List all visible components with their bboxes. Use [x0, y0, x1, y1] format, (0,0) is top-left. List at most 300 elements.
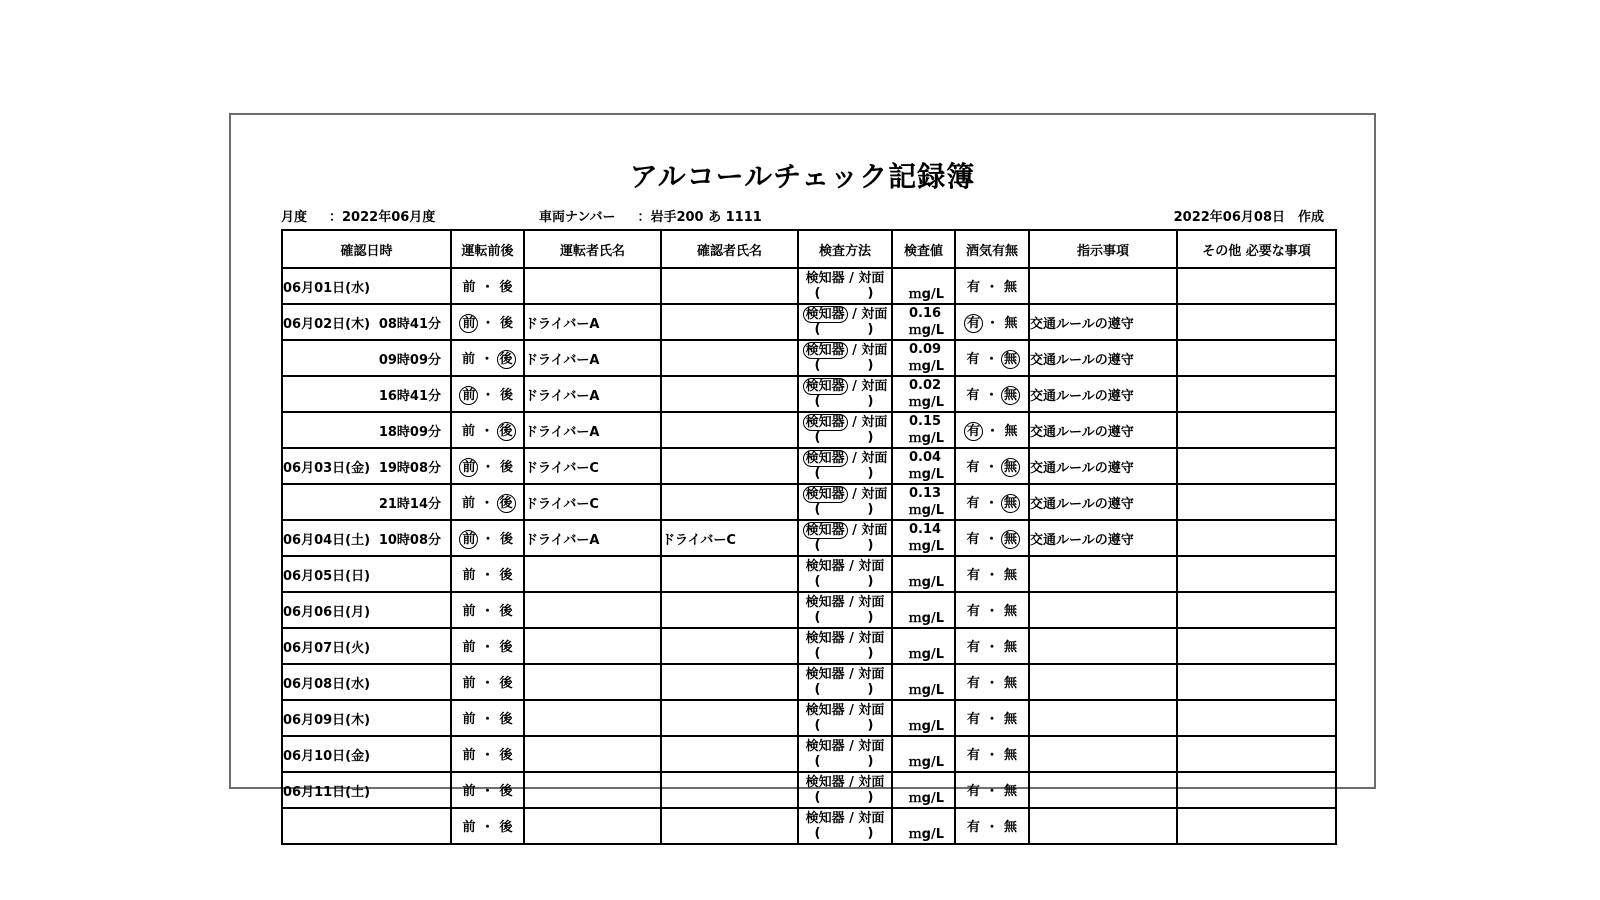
before-mark: 前 — [462, 279, 476, 295]
check-datetime-cell — [282, 772, 451, 808]
driver-name-cell — [524, 736, 661, 772]
check-value-cell — [892, 484, 955, 520]
other-notes-cell — [1177, 340, 1336, 376]
check-value-cell — [892, 268, 955, 304]
detector-option: 検知器 — [803, 522, 848, 539]
check-value-cell — [892, 520, 955, 556]
instruction-cell: 交通ルールの遵守 — [1029, 376, 1177, 412]
check-time: 18時09分 — [378, 424, 441, 440]
check-date: 06月04日(土) — [283, 532, 371, 548]
face-to-face-option: 対面 — [858, 703, 885, 718]
check-method-cell: 検知器 / 対面 ( ) — [798, 772, 892, 808]
alcohol-presence-cell: 有 ・ 無 — [955, 700, 1029, 736]
method-remark: ( ) — [814, 790, 876, 805]
check-method-cell: 検知器 / 対面 ( ) — [798, 664, 892, 700]
check-datetime-cell — [282, 412, 451, 448]
after-mark: 後 — [499, 639, 513, 655]
before-after-cell: 前 ・ 後 — [451, 484, 524, 520]
alcohol-yes-mark: 有 — [966, 639, 980, 655]
before-mark: 前 — [462, 639, 476, 655]
after-mark: 後 — [499, 315, 513, 331]
check-value-cell — [892, 808, 955, 844]
check-datetime-cell — [282, 700, 451, 736]
alcohol-no-mark: 無 — [1003, 639, 1017, 655]
face-to-face-option: 対面 — [861, 307, 888, 322]
before-after-cell: 前 ・ 後 — [451, 520, 524, 556]
driver-name-cell — [524, 808, 661, 844]
table-row — [282, 376, 1336, 412]
value-unit: ｍg/L — [908, 827, 944, 842]
detector-option: 検知器 — [803, 378, 848, 395]
other-notes-cell — [1177, 376, 1336, 412]
check-date: 06月06日(月) — [283, 604, 371, 620]
check-method-cell: 検知器 / 対面 ( ) — [798, 628, 892, 664]
check-value: 0.13 — [909, 486, 942, 501]
instruction-cell: 交通ルールの遵守 — [1029, 520, 1177, 556]
check-datetime-cell — [282, 736, 451, 772]
before-after-cell: 前 ・ 後 — [451, 772, 524, 808]
check-value: 0.15 — [909, 414, 942, 429]
table-row — [282, 268, 1336, 304]
after-mark: 後 — [499, 711, 513, 727]
alcohol-no-mark: 無 — [1001, 350, 1020, 369]
check-method-cell: 検知器 / 対面 ( ) — [798, 340, 892, 376]
before-mark: 前 — [461, 423, 475, 439]
instruction-cell — [1029, 592, 1177, 628]
check-method-cell: 検知器 / 対面 ( ) — [798, 556, 892, 592]
table-row — [282, 520, 1336, 556]
before-mark: 前 — [462, 711, 476, 727]
check-value-cell — [892, 448, 955, 484]
method-remark: ( ) — [814, 286, 876, 301]
check-value: 0.02 — [909, 378, 942, 393]
detector-option: 検知器 — [803, 306, 848, 323]
table-row — [282, 304, 1336, 340]
before-mark: 前 — [459, 530, 478, 549]
driver-name-cell — [524, 628, 661, 664]
alcohol-yes-mark: 有 — [966, 675, 980, 691]
check-date: 06月05日(日) — [283, 568, 371, 584]
value-unit: ｍg/L — [908, 503, 944, 518]
other-notes-cell — [1177, 628, 1336, 664]
method-remark: ( ) — [814, 610, 876, 625]
check-time: 16時41分 — [378, 388, 441, 404]
alcohol-presence-cell: 有 ・ 無 — [955, 556, 1029, 592]
method-remark: ( ) — [814, 574, 876, 589]
instruction-cell: 交通ルールの遵守 — [1029, 412, 1177, 448]
check-value: 0.14 — [909, 522, 942, 537]
check-time: 21時14分 — [378, 496, 441, 512]
before-after-cell: 前 ・ 後 — [451, 376, 524, 412]
table-row — [282, 808, 1336, 844]
instruction-cell — [1029, 700, 1177, 736]
after-mark: 後 — [499, 783, 513, 799]
confirmer-name-cell — [661, 448, 798, 484]
detector-option: 検知器 — [803, 450, 848, 467]
confirmer-name-cell — [661, 664, 798, 700]
driver-name-cell — [524, 268, 661, 304]
confirmer-name-cell — [661, 304, 798, 340]
alcohol-presence-cell: 有 ・ 無 — [955, 772, 1029, 808]
instruction-cell — [1029, 736, 1177, 772]
face-to-face-option: 対面 — [861, 487, 888, 502]
col-other-notes: その他 必要な事項 — [1177, 230, 1336, 268]
value-unit: ｍg/L — [908, 611, 944, 626]
check-datetime-cell — [282, 520, 451, 556]
alcohol-presence-cell: 有 ・ 無 — [955, 268, 1029, 304]
check-value: 0.04 — [909, 450, 942, 465]
other-notes-cell — [1177, 412, 1336, 448]
before-mark: 前 — [462, 675, 476, 691]
value-unit: ｍg/L — [908, 467, 944, 482]
check-method-cell: 検知器 / 対面 ( ) — [798, 376, 892, 412]
table-row — [282, 736, 1336, 772]
face-to-face-option: 対面 — [861, 379, 888, 394]
driver-name-cell — [524, 556, 661, 592]
instruction-cell: 交通ルールの遵守 — [1029, 304, 1177, 340]
value-unit: ｍg/L — [908, 539, 944, 554]
instruction-cell — [1029, 772, 1177, 808]
face-to-face-option: 対面 — [858, 559, 885, 574]
check-date: 06月11日(土) — [283, 784, 371, 800]
after-mark: 後 — [499, 531, 513, 547]
month-label: 月度 — [281, 210, 308, 225]
other-notes-cell — [1177, 700, 1336, 736]
check-datetime-cell — [282, 664, 451, 700]
confirmer-name-cell — [661, 592, 798, 628]
after-mark: 後 — [499, 675, 513, 691]
instruction-cell — [1029, 556, 1177, 592]
alcohol-no-mark: 無 — [1003, 603, 1017, 619]
confirmer-name-cell — [661, 412, 798, 448]
before-mark: 前 — [461, 495, 475, 511]
instruction-cell: 交通ルールの遵守 — [1029, 484, 1177, 520]
driver-name-cell: ドライバーA — [524, 340, 661, 376]
check-datetime-cell — [282, 808, 451, 844]
table-row — [282, 412, 1336, 448]
confirmer-name-cell — [661, 556, 798, 592]
instruction-cell — [1029, 268, 1177, 304]
before-mark: 前 — [462, 783, 476, 799]
driver-name-cell — [524, 664, 661, 700]
alcohol-yes-mark: 有 — [966, 567, 980, 583]
method-remark: ( ) — [814, 718, 876, 733]
confirmer-name-cell — [661, 736, 798, 772]
face-to-face-option: 対面 — [861, 451, 888, 466]
check-method-cell: 検知器 / 対面 ( ) — [798, 592, 892, 628]
driver-name-cell — [524, 772, 661, 808]
method-remark: ( ) — [814, 826, 876, 841]
table-header-row — [282, 230, 1336, 268]
detector-option: 検知器 — [805, 595, 845, 610]
vehicle-value: ：岩手200 あ 1111 — [637, 210, 762, 225]
col-check-datetime: 確認日時 — [282, 230, 451, 268]
value-unit: ｍg/L — [908, 575, 944, 590]
table-row — [282, 448, 1336, 484]
col-check-value: 検査値 — [892, 230, 955, 268]
driver-name-cell — [524, 700, 661, 736]
confirmer-name-cell — [661, 772, 798, 808]
face-to-face-option: 対面 — [858, 271, 885, 286]
method-remark: ( ) — [814, 358, 876, 373]
check-datetime-cell — [282, 484, 451, 520]
method-remark: ( ) — [814, 538, 876, 553]
check-time: 19時08分 — [378, 460, 441, 476]
table-row — [282, 628, 1336, 664]
before-mark: 前 — [462, 567, 476, 583]
alcohol-presence-cell: 有 ・ 無 — [955, 808, 1029, 844]
alcohol-presence-cell: 有 ・ 無 — [955, 448, 1029, 484]
after-mark: 後 — [499, 459, 513, 475]
face-to-face-option: 対面 — [858, 811, 885, 826]
other-notes-cell — [1177, 268, 1336, 304]
before-after-cell: 前 ・ 後 — [451, 268, 524, 304]
before-after-cell: 前 ・ 後 — [451, 736, 524, 772]
before-after-cell: 前 ・ 後 — [451, 412, 524, 448]
alcohol-no-mark: 無 — [1004, 315, 1018, 331]
check-method-cell: 検知器 / 対面 ( ) — [798, 484, 892, 520]
alcohol-no-mark: 無 — [1003, 711, 1017, 727]
alcohol-no-mark: 無 — [1003, 819, 1017, 835]
check-date: 06月07日(火) — [283, 640, 371, 656]
check-value-cell — [892, 556, 955, 592]
method-remark: ( ) — [814, 682, 876, 697]
face-to-face-option: 対面 — [861, 343, 888, 358]
confirmer-name-cell: ドライバーC — [661, 520, 798, 556]
method-remark: ( ) — [814, 466, 876, 481]
after-mark: 後 — [497, 350, 516, 369]
detector-option: 検知器 — [805, 703, 845, 718]
check-datetime-cell — [282, 340, 451, 376]
before-after-cell: 前 ・ 後 — [451, 448, 524, 484]
alcohol-presence-cell: 有 ・ 無 — [955, 304, 1029, 340]
confirmer-name-cell — [661, 376, 798, 412]
method-remark: ( ) — [814, 430, 876, 445]
detector-option: 検知器 — [805, 667, 845, 682]
driver-name-cell: ドライバーC — [524, 448, 661, 484]
alcohol-no-mark: 無 — [1001, 386, 1020, 405]
before-after-cell: 前 ・ 後 — [451, 808, 524, 844]
instruction-cell — [1029, 628, 1177, 664]
alcohol-yes-mark: 有 — [966, 819, 980, 835]
other-notes-cell — [1177, 772, 1336, 808]
alcohol-yes-mark: 有 — [966, 747, 980, 763]
check-date: 06月03日(金) — [283, 460, 371, 476]
check-method-cell: 検知器 / 対面 ( ) — [798, 808, 892, 844]
check-method-cell: 検知器 / 対面 ( ) — [798, 448, 892, 484]
alcohol-presence-cell: 有 ・ 無 — [955, 664, 1029, 700]
month-value: ：2022年06月度 — [329, 210, 436, 225]
before-after-cell: 前 ・ 後 — [451, 340, 524, 376]
before-mark: 前 — [459, 386, 478, 405]
alcohol-check-table — [281, 229, 1337, 845]
alcohol-presence-cell: 有 ・ 無 — [955, 412, 1029, 448]
detector-option: 検知器 — [805, 775, 845, 790]
before-after-cell: 前 ・ 後 — [451, 700, 524, 736]
after-mark: 後 — [499, 603, 513, 619]
check-time: 08時41分 — [378, 316, 441, 332]
driver-name-cell: ドライバーA — [524, 376, 661, 412]
table-row — [282, 556, 1336, 592]
alcohol-yes-mark: 有 — [966, 459, 980, 475]
col-check-method: 検査方法 — [798, 230, 892, 268]
check-value-cell — [892, 664, 955, 700]
alcohol-yes-mark: 有 — [966, 351, 980, 367]
alcohol-yes-mark: 有 — [966, 531, 980, 547]
check-date: 06月09日(木) — [283, 712, 371, 728]
check-value-cell — [892, 304, 955, 340]
alcohol-presence-cell: 有 ・ 無 — [955, 484, 1029, 520]
before-after-cell: 前 ・ 後 — [451, 592, 524, 628]
check-time: 10時08分 — [378, 532, 441, 548]
table-row — [282, 664, 1336, 700]
face-to-face-option: 対面 — [861, 415, 888, 430]
check-method-cell: 検知器 / 対面 ( ) — [798, 412, 892, 448]
alcohol-yes-mark: 有 — [966, 495, 980, 511]
confirmer-name-cell — [661, 700, 798, 736]
alcohol-yes-mark: 有 — [966, 783, 980, 799]
detector-option: 検知器 — [803, 342, 848, 359]
driver-name-cell — [524, 592, 661, 628]
alcohol-no-mark: 無 — [1003, 783, 1017, 799]
before-after-cell: 前 ・ 後 — [451, 628, 524, 664]
alcohol-presence-cell: 有 ・ 無 — [955, 736, 1029, 772]
other-notes-cell — [1177, 556, 1336, 592]
vehicle-field — [539, 206, 762, 225]
driver-name-cell: ドライバーA — [524, 412, 661, 448]
face-to-face-option: 対面 — [858, 739, 885, 754]
after-mark: 後 — [499, 387, 513, 403]
check-value-cell — [892, 376, 955, 412]
alcohol-no-mark: 無 — [1003, 567, 1017, 583]
alcohol-presence-cell: 有 ・ 無 — [955, 628, 1029, 664]
check-value-cell — [892, 628, 955, 664]
check-date: 06月01日(水) — [283, 280, 371, 296]
check-value: 0.09 — [909, 342, 942, 357]
check-value-cell — [892, 340, 955, 376]
alcohol-yes-mark: 有 — [964, 422, 983, 441]
detector-option: 検知器 — [805, 739, 845, 754]
check-datetime-cell — [282, 556, 451, 592]
alcohol-yes-mark: 有 — [966, 279, 980, 295]
method-remark: ( ) — [814, 754, 876, 769]
check-date: 06月02日(木) — [283, 316, 371, 332]
check-datetime-cell — [282, 268, 451, 304]
other-notes-cell — [1177, 484, 1336, 520]
check-method-cell: 検知器 / 対面 ( ) — [798, 520, 892, 556]
confirmer-name-cell — [661, 808, 798, 844]
check-value-cell — [892, 412, 955, 448]
col-driver-name: 運転者氏名 — [524, 230, 661, 268]
value-unit: ｍg/L — [908, 431, 944, 446]
table-row — [282, 340, 1336, 376]
created-date: 2022年06月08日 作成 — [1173, 210, 1324, 225]
check-datetime-cell — [282, 592, 451, 628]
face-to-face-option: 対面 — [858, 667, 885, 682]
value-unit: ｍg/L — [908, 755, 944, 770]
after-mark: 後 — [499, 747, 513, 763]
alcohol-presence-cell: 有 ・ 無 — [955, 520, 1029, 556]
col-instructions: 指示事項 — [1029, 230, 1177, 268]
value-unit: ｍg/L — [908, 719, 944, 734]
check-time: 09時09分 — [378, 352, 441, 368]
after-mark: 後 — [497, 494, 516, 513]
check-method-cell: 検知器 / 対面 ( ) — [798, 268, 892, 304]
value-unit: ｍg/L — [908, 359, 944, 374]
detector-option: 検知器 — [805, 631, 845, 646]
before-after-cell: 前 ・ 後 — [451, 556, 524, 592]
detector-option: 検知器 — [805, 271, 845, 286]
before-after-cell: 前 ・ 後 — [451, 664, 524, 700]
other-notes-cell — [1177, 736, 1336, 772]
alcohol-presence-cell: 有 ・ 無 — [955, 592, 1029, 628]
check-method-cell: 検知器 / 対面 ( ) — [798, 304, 892, 340]
detector-option: 検知器 — [803, 486, 848, 503]
driver-name-cell: ドライバーA — [524, 520, 661, 556]
alcohol-presence-cell: 有 ・ 無 — [955, 340, 1029, 376]
value-unit: ｍg/L — [908, 395, 944, 410]
col-alcohol-presence: 酒気有無 — [955, 230, 1029, 268]
other-notes-cell — [1177, 664, 1336, 700]
document-title: アルコールチェック記録簿 — [629, 160, 976, 193]
alcohol-presence-cell: 有 ・ 無 — [955, 376, 1029, 412]
record-sheet — [229, 113, 1376, 842]
alcohol-no-mark: 無 — [1003, 675, 1017, 691]
method-remark: ( ) — [814, 502, 876, 517]
instruction-cell: 交通ルールの遵守 — [1029, 340, 1177, 376]
after-mark: 後 — [497, 422, 516, 441]
col-before-after: 運転前後 — [451, 230, 524, 268]
value-unit: ｍg/L — [908, 683, 944, 698]
detector-option: 検知器 — [803, 414, 848, 431]
before-mark: 前 — [459, 458, 478, 477]
col-confirmer-name: 確認者氏名 — [661, 230, 798, 268]
before-mark: 前 — [461, 351, 475, 367]
face-to-face-option: 対面 — [858, 631, 885, 646]
check-method-cell: 検知器 / 対面 ( ) — [798, 700, 892, 736]
table-row — [282, 484, 1336, 520]
check-date: 06月08日(水) — [283, 676, 371, 692]
confirmer-name-cell — [661, 484, 798, 520]
check-datetime-cell — [282, 304, 451, 340]
alcohol-no-mark: 無 — [1003, 747, 1017, 763]
before-mark: 前 — [462, 747, 476, 763]
face-to-face-option: 対面 — [858, 775, 885, 790]
instruction-cell: 交通ルールの遵守 — [1029, 448, 1177, 484]
face-to-face-option: 対面 — [861, 523, 888, 538]
before-after-cell: 前 ・ 後 — [451, 304, 524, 340]
month-field — [281, 206, 435, 225]
alcohol-yes-mark: 有 — [966, 711, 980, 727]
face-to-face-option: 対面 — [858, 595, 885, 610]
other-notes-cell — [1177, 304, 1336, 340]
before-mark: 前 — [459, 314, 478, 333]
other-notes-cell — [1177, 592, 1336, 628]
method-remark: ( ) — [814, 322, 876, 337]
confirmer-name-cell — [661, 268, 798, 304]
alcohol-yes-mark: 有 — [966, 603, 980, 619]
instruction-cell — [1029, 664, 1177, 700]
other-notes-cell — [1177, 808, 1336, 844]
before-mark: 前 — [462, 603, 476, 619]
alcohol-yes-mark: 有 — [966, 387, 980, 403]
method-remark: ( ) — [814, 646, 876, 661]
alcohol-no-mark: 無 — [1003, 279, 1017, 295]
after-mark: 後 — [499, 279, 513, 295]
vehicle-label: 車両ナンバー — [539, 210, 616, 225]
check-datetime-cell — [282, 376, 451, 412]
value-unit: ｍg/L — [908, 647, 944, 662]
